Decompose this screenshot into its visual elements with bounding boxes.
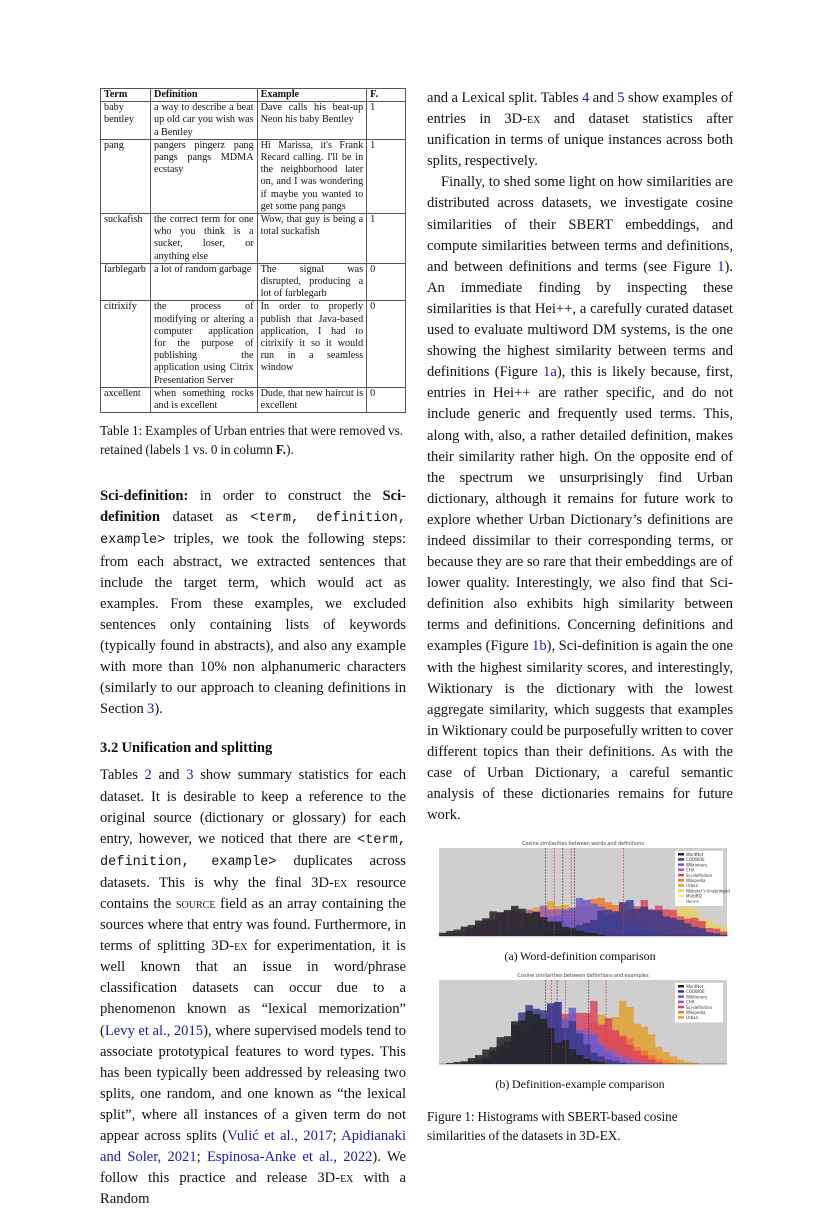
histogram-bar <box>713 933 721 936</box>
text-span: Sci-definition: <box>100 488 189 505</box>
histogram-bar <box>655 1062 663 1064</box>
histogram-bar <box>547 922 555 936</box>
histogram-bar <box>619 902 627 936</box>
legend-label: WordNet <box>686 852 704 858</box>
histogram-bar <box>504 911 512 937</box>
histogram-bar <box>547 1028 555 1064</box>
table-cell: the process of modifying or altering a computer application for the purpose of publishing the application using Citrix Presentation Server <box>150 301 257 387</box>
sci-definition-paragraph <box>100 486 406 720</box>
legend-swatch <box>678 996 684 999</box>
histogram-bar <box>612 912 620 937</box>
histogram-bar <box>677 1060 685 1064</box>
table-cell: a way to describe a beat up old car you wish was a Bentley <box>150 102 257 140</box>
histogram-bar <box>554 922 562 936</box>
text-span: ex <box>527 111 541 128</box>
histogram-bar <box>705 933 713 937</box>
histogram-bar <box>461 1062 469 1065</box>
table-cell: suckafish <box>101 214 151 264</box>
legend-label: Sci-definition <box>686 1005 713 1011</box>
histogram-bar <box>662 917 670 937</box>
legend-swatch <box>678 874 684 877</box>
legend-label: Sci-definition <box>686 873 713 879</box>
right-column <box>427 88 733 1145</box>
histogram-bar <box>641 907 649 936</box>
caption-bold: F. <box>275 442 287 458</box>
legend-swatch <box>678 869 684 872</box>
histogram-bar <box>561 1040 569 1064</box>
citation-link[interactable]: 1b <box>532 638 547 655</box>
histogram-bar <box>569 928 577 936</box>
histogram-bar <box>518 909 526 936</box>
table-cell: pangers pingerz pang pangs pangs MDMA ecstasy <box>150 139 257 213</box>
citation-link[interactable]: 2 <box>144 767 152 784</box>
text-span: with a Random <box>100 1170 406 1208</box>
histogram-bar <box>540 1019 548 1064</box>
text-span: and dataset statistics after unification in terms of unique instances across both splits, respectively. <box>427 111 734 170</box>
histogram-bar <box>554 1043 562 1064</box>
citation-link[interactable]: 1a <box>543 364 557 381</box>
text-span: ex <box>340 1170 354 1187</box>
histogram-bar <box>533 912 541 936</box>
histogram-bar <box>576 931 584 936</box>
text-span: Tables <box>100 767 145 784</box>
table-cell: In order to properly publish that Java-based application, I had to citrixify it so it would run in a seamless window <box>257 301 367 387</box>
histogram-word-definition <box>427 838 733 946</box>
histogram-bar <box>468 925 476 936</box>
table-cell: baby bentley <box>101 102 151 140</box>
text-span: ; <box>332 1128 342 1144</box>
legend-swatch <box>678 853 684 856</box>
citation-link[interactable]: Apidianaki and Soler, 2021 <box>100 1128 407 1166</box>
histogram-bar <box>583 933 591 937</box>
histogram-bar <box>561 927 569 936</box>
table-cell: Dave calls his beat-up Neon his baby Bentley <box>257 102 367 140</box>
histogram-bar <box>453 1062 461 1064</box>
histogram-bar <box>605 1060 613 1064</box>
histogram-bar <box>489 912 497 937</box>
column-header: Definition <box>150 89 257 102</box>
subcaption-a: (a) Word-definition comparison <box>504 949 656 964</box>
histogram-bar <box>439 933 447 936</box>
citation-link[interactable]: Vulić et al., 2017 <box>227 1128 333 1144</box>
legend-label: CODWOE <box>686 857 705 863</box>
table-1 <box>100 88 406 413</box>
histogram-bar <box>468 1058 476 1064</box>
legend-label: CODWOE <box>686 989 705 995</box>
text-span: ex <box>333 874 348 891</box>
histogram-bar <box>698 929 706 937</box>
histogram-bar <box>525 914 533 937</box>
text-span: ). We follow this practice and release 3D- <box>100 1149 406 1187</box>
histogram-bar <box>504 1036 512 1064</box>
table-cell: citrixify <box>101 301 151 387</box>
histogram-bar <box>648 1060 656 1065</box>
text-span: triples, we took the following steps: from each abstract, we extracted sentences that include the target term, which would act as examples. From these examples, we excluded sentences only containing lists of keywords (typically found in abstracts), and also any example with more than 10% non alphanumeric characters (similarly to our approach to cleaning definitions in Section <box>100 531 406 718</box>
citation-link[interactable]: 1 <box>717 258 725 275</box>
paragraph-similarities <box>427 172 733 826</box>
legend-label: Wikipedia <box>686 1010 706 1016</box>
legend-label: Hei++ <box>686 899 700 905</box>
section-heading: 3.2 Unification and splitting <box>100 740 273 757</box>
legend-swatch <box>678 1011 684 1014</box>
histogram-bar <box>475 1055 483 1064</box>
citation-link[interactable]: 3 <box>186 767 194 784</box>
histogram-bar <box>482 1050 490 1064</box>
table-cell: a lot of random garbage <box>150 263 257 301</box>
text-span: ). An immediate finding by inspecting these similarities is that Hei++, a carefully curated dataset used to evaluate multiword DM systems, is the one showing the highest similarity between terms and definitions (Figure <box>427 258 733 381</box>
legend-label: WordNet <box>686 984 704 990</box>
legend-label: CHA <box>686 999 695 1005</box>
text-span: in order to construct the <box>188 488 383 505</box>
text-span: and <box>151 767 187 784</box>
histogram-definition-example <box>427 970 733 1074</box>
text-span: ), this is likely because, first, entries in Hei++ are rather specific, and do not include generic and frequently used terms. This, along with, also, a rather detailed definition, makes their similarity rather high. On the opposite end of the spectrum we unsurprisingly find Urban dictionary, although it remains for future work to explore whether Urban Dictionary’s definitions are indeed dissimilar to their corresponding terms, or because they are so rare that their embeddings are of lower quality. Interestingly, we also find that Sci-definition also exhibits high similarity between terms and definitions. Concerning definitions and examples (Figure <box>427 364 734 655</box>
histogram-bar <box>626 900 634 936</box>
legend-swatch <box>678 864 684 867</box>
text-span: ), where supervised models tend to associate prototypical features to word types. This has been typically been addressed by releasing two splits, one random, and one known as “the lexical split”, where all instances of a given term do not appear across splits ( <box>100 1022 407 1144</box>
histogram-bar <box>482 919 490 937</box>
histogram-bar <box>475 921 483 937</box>
table-cell: pang <box>101 139 151 213</box>
table-row <box>101 263 406 301</box>
caption-end: ). <box>286 442 294 458</box>
histogram-bar <box>626 1062 634 1064</box>
text-span: dataset as <box>160 509 251 526</box>
column-header: Term <box>101 89 151 102</box>
histogram-bar <box>453 930 461 936</box>
legend-swatch <box>678 1016 684 1019</box>
legend-label: Urban <box>686 883 699 889</box>
histogram-bar <box>446 931 454 936</box>
text-span: resource contains the <box>100 874 406 912</box>
histogram-bar <box>569 1049 577 1064</box>
figure-caption: Figure 1: Histograms with SBERT-based cosine similarities of the datasets in 3D-EX. <box>427 1109 678 1143</box>
histogram-bar <box>597 911 605 936</box>
text-span: field as an array containing the sources where that entry was found. Furthermore, in terms of splitting 3D- <box>100 895 406 955</box>
text-span: Sci-definition <box>100 488 406 526</box>
left-column <box>100 88 406 1210</box>
column-header: Example <box>257 89 367 102</box>
legend-label: CHA <box>686 867 695 873</box>
histogram-bar <box>684 1062 692 1064</box>
text-span: show summary statistics for each dataset. It is desirable to keep a reference to the original source (dictionary or glossary) for each entry, however, we noticed that there are <box>100 767 406 847</box>
text-span: and <box>589 90 618 106</box>
histogram-bar <box>648 910 656 936</box>
histogram-bar <box>533 1014 541 1064</box>
histogram-bar <box>597 1062 605 1064</box>
histogram-bar <box>605 910 613 936</box>
histogram-bar <box>497 913 505 937</box>
caption-text: Table 1: Examples of Urban entries that were removed vs. retained (labels 1 vs. 0 in column <box>100 423 404 458</box>
text-span: ex <box>234 938 248 955</box>
table-row <box>101 139 406 213</box>
chart-title: Cosine similarities between words and definitions <box>522 841 644 848</box>
table-cell: Dude, that new haircut is excellent <box>257 387 367 412</box>
histogram-bar <box>576 1055 584 1064</box>
chart-title: Cosine similarities between definitions and examples <box>517 973 649 980</box>
histogram-bar <box>677 920 685 936</box>
table-cell: Wow, that guy is being a total suckafish <box>257 214 367 264</box>
histogram-bar <box>540 917 548 936</box>
legend-swatch <box>678 1001 684 1004</box>
table-cell: 0 <box>367 301 406 387</box>
legend-swatch <box>678 884 684 887</box>
table-row <box>101 301 406 387</box>
text-span: for experimentation, it is well known that an issue in word/phrase classification datasets can occur due to a phenomenon known as “lexical memorization” ( <box>100 938 406 1039</box>
table-caption <box>100 421 406 459</box>
legend-label: Wikipedia <box>686 878 706 884</box>
histogram-bar <box>590 1061 598 1064</box>
citation-link[interactable]: 3 <box>147 701 155 718</box>
text-span: ). <box>154 701 163 718</box>
histogram-bar <box>511 906 519 936</box>
legend-swatch <box>678 985 684 988</box>
legend-label: Wiktionary <box>686 994 708 1000</box>
histogram-bar <box>525 1011 533 1064</box>
paragraph-splits <box>427 88 733 172</box>
citation-link[interactable]: 5 <box>617 90 625 106</box>
histogram-bar <box>662 1061 670 1064</box>
legend-swatch <box>678 895 684 898</box>
table-header-row <box>101 89 406 102</box>
histogram-bar <box>691 927 699 936</box>
citation-link[interactable]: Espinosa-Anke et al., 2022 <box>206 1149 373 1166</box>
figure-1a <box>427 838 733 964</box>
unification-paragraph <box>100 765 406 1210</box>
table-cell: 0 <box>367 263 406 301</box>
histogram-bar <box>583 1059 591 1064</box>
legend-swatch <box>678 900 684 903</box>
histogram-bar <box>489 1047 497 1064</box>
text-span: duplicates across datasets. This is why the final 3D- <box>100 852 406 891</box>
text-span: ), Sci-definition is again the one with the highest similarity scores, and interestingly, Wiktionary is the dictionary with the lowest aggregate similarity, which suggests that examples in Wiktionary could be purposefully written to cover different topics than their definitions. As with the case of Urban Dictionary, a careful semantic analysis of these dictionaries remains for future work. <box>427 638 733 824</box>
legend-label: Wiktionary <box>686 862 708 868</box>
table-cell: 1 <box>367 214 406 264</box>
table-cell: farblegarb <box>101 263 151 301</box>
table-cell: 1 <box>367 139 406 213</box>
legend-label: Webster's Unabridged <box>686 888 730 894</box>
legend-swatch <box>678 990 684 993</box>
table-cell: The signal was disrupted, producing a lot of farblegarb <box>257 263 367 301</box>
histogram-bar <box>518 1021 526 1065</box>
table-cell: when something rocks and is excellent <box>150 387 257 412</box>
citation-link[interactable]: Levy et al., 2015 <box>104 1022 204 1039</box>
column-header: F. <box>367 89 406 102</box>
text-span: and a Lexical split. Tables <box>427 90 582 106</box>
histogram-bar <box>612 1061 620 1064</box>
legend-label: Urban <box>686 1015 699 1021</box>
text-span: source <box>175 895 216 912</box>
histogram-bar <box>511 1022 519 1065</box>
legend-swatch <box>678 858 684 861</box>
text-span: <term, definition, example> <box>100 832 406 870</box>
histogram-bar <box>655 911 663 937</box>
histogram-bar <box>684 924 692 937</box>
table-cell: the correct term for one who you think is a sucker, loser, or anything else <box>150 214 257 264</box>
legend-label: MultiRD <box>686 893 702 899</box>
text-span: Finally, to shed some light on how similarities are distributed across datasets, we investigate cosine similarities of their SBERT embeddings, and compute similarities between terms and definitions, and between definitions and terms (see Figure <box>427 174 733 275</box>
histogram-bar <box>461 927 469 936</box>
legend-swatch <box>678 890 684 893</box>
text-span: show examples of entries in 3D- <box>427 90 734 128</box>
table-row <box>101 214 406 264</box>
histogram-bar <box>633 909 641 936</box>
histogram-bar <box>590 933 598 936</box>
figure-1b <box>427 970 733 1092</box>
citation-link[interactable]: 4 <box>581 90 590 106</box>
table-cell: Hi Marissa, it's Frank Recard calling. I'll be in the neighborhood later on, and I was wondering if maybe you wanted to get some pang pangs <box>257 139 367 213</box>
legend-swatch <box>678 1006 684 1009</box>
text-span: <term, definition, example> <box>100 511 406 549</box>
table-row <box>101 102 406 140</box>
table-cell: 1 <box>367 102 406 140</box>
text-span: ; <box>196 1149 207 1166</box>
histogram-bar <box>497 1038 505 1065</box>
table-cell: axcellent <box>101 387 151 412</box>
subcaption-b: (b) Definition-example comparison <box>495 1077 665 1092</box>
table-row <box>101 387 406 412</box>
table-cell: 0 <box>367 387 406 412</box>
legend-swatch <box>678 879 684 882</box>
histogram-bar <box>669 918 677 936</box>
